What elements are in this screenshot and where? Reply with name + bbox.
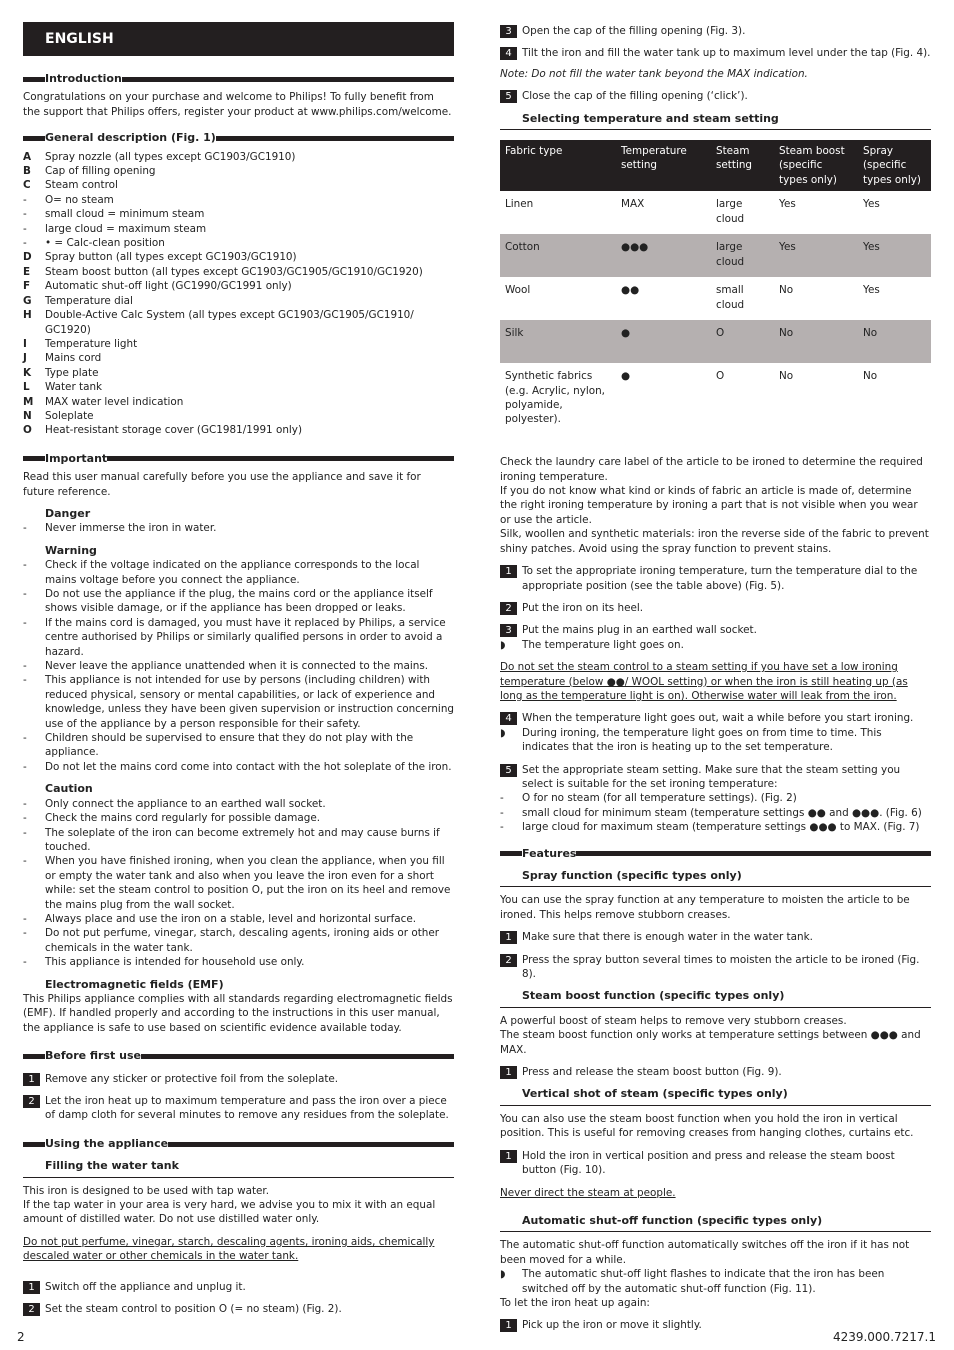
bullet-item: - Never immerse the iron in water. bbox=[23, 522, 217, 535]
boost-heading: Steam boost function (specific types only) bbox=[500, 989, 931, 1007]
table-cell: O bbox=[711, 320, 774, 363]
right-column bbox=[500, 24, 931, 1333]
table-cell: No bbox=[779, 284, 794, 297]
vertical-heading: Vertical shot of steam (specific types only) bbox=[500, 1087, 931, 1105]
steam-option: - O for no steam (for all temperature settings). (Fig. 2) bbox=[500, 792, 797, 805]
description-item: O Heat-resistant storage cover (GC1981/1991 only) bbox=[23, 424, 302, 437]
description-item: L Water tank bbox=[23, 381, 103, 394]
warning-list bbox=[23, 558, 454, 774]
table-cell: ●●● bbox=[616, 234, 711, 277]
description-item: J Mains cord bbox=[23, 352, 102, 365]
table-row bbox=[500, 191, 931, 234]
result: ◗ During ironing, the temperature light goes on from time to time. This indicates that the iron is heating up to the set temperature. bbox=[500, 726, 882, 754]
table-cell: large cloud bbox=[716, 198, 745, 225]
boost-text: A powerful boost of steam helps to remove very stubborn creases. bbox=[500, 1014, 847, 1027]
table-cell: Silk bbox=[500, 320, 616, 363]
filling-text: This iron is designed to be used with tap water. bbox=[23, 1184, 270, 1197]
note: Note: Do not fill the water tank beyond the MAX indication. bbox=[500, 67, 808, 80]
emf-heading: Electromagnetic fields (EMF) bbox=[45, 977, 224, 991]
auto-text: The automatic shut-off function automatically switches off the iron if it has not been moved for a while. bbox=[500, 1239, 910, 1266]
section-features: Features bbox=[500, 847, 931, 861]
left-column bbox=[23, 22, 454, 1316]
table-row bbox=[500, 363, 931, 433]
step: 1 Remove any sticker or protective foil from the soleplate. bbox=[23, 1072, 454, 1086]
step: 5 Close the cap of the filling opening (‘click’). bbox=[500, 89, 931, 103]
bullet-item: - Check the mains cord regularly for possible damage. bbox=[23, 812, 321, 825]
table-cell: Linen bbox=[505, 198, 534, 211]
description-item: D Spray button (all types except GC1903/GC1910) bbox=[23, 251, 297, 264]
steam-options-list bbox=[500, 791, 931, 834]
table-cell: No bbox=[858, 320, 931, 363]
boost-text: The steam boost function only works at temperature settings between ●●● and MAX. bbox=[500, 1029, 921, 1056]
table-header: Spray (specific types only) bbox=[858, 140, 931, 191]
table-cell: Yes bbox=[863, 284, 880, 297]
danger-heading: Danger bbox=[45, 506, 91, 520]
section-introduction: Introduction bbox=[23, 72, 454, 86]
description-item: H Double-Active Calc System (all types except GC1903/GC1905/GC1910/ GC1920) bbox=[23, 309, 414, 336]
temp-warning: Do not set the steam control to a steam setting if you have set a low ironing temperature (below ●●/ WOOL setting) or when the iron is still heating up (as long as the temperature light is on). Otherwise water will leak from the iron. bbox=[500, 661, 908, 702]
table-row bbox=[500, 277, 931, 320]
caution-list bbox=[23, 797, 454, 970]
table-cell: large cloud bbox=[711, 234, 774, 277]
description-item: B Cap of filling opening bbox=[23, 165, 156, 178]
step: 2 Let the iron heat up to maximum temperature and pass the iron over a piece of damp cloth for several minutes to remove any residues from the soleplate. bbox=[23, 1094, 454, 1123]
bullet-item: - Only connect the appliance to an earthed wall socket. bbox=[23, 797, 326, 810]
table-header: Temperature setting bbox=[616, 140, 711, 191]
table-cell: Yes bbox=[863, 198, 880, 211]
step: 1 Switch off the appliance and unplug it. bbox=[23, 1280, 454, 1294]
bullet-item: - This appliance is not intended for use by persons (including children) with reduced physical, sensory or mental capabilities, or lack of experience and knowledge, unless they have been given supervision or instruction concerning use of the appliance by a person responsible for their safety. bbox=[23, 674, 455, 730]
table-cell: Wool bbox=[505, 284, 531, 297]
warning-heading: Warning bbox=[45, 543, 97, 557]
bullet-item: - Children should be supervised to ensure that they do not play with the appliance. bbox=[23, 732, 414, 759]
table-cell: No bbox=[863, 370, 878, 383]
spray-heading: Spray function (specific types only) bbox=[500, 869, 931, 887]
fabric-table bbox=[500, 140, 931, 433]
document-code: 4239.000.7217.1 bbox=[832, 1330, 936, 1344]
step: 1 To set the appropriate ironing temperature, turn the temperature dial to the appropriate position (see the table above) (Fig. 5). bbox=[500, 564, 931, 593]
bullet-item: - When you have finished ironing, when you clean the appliance, when you fill or empty the water tank and also when you leave the iron even for a short while: set the steam control to position O, put the iron on its heel and remove the mains plug from the wall socket. bbox=[23, 855, 451, 911]
danger-list bbox=[23, 521, 454, 535]
bullet-item: - If the mains cord is damaged, you must have it replaced by Philips, a service centre authorised by Philips or similarly qualified persons in order to avoid a hazard. bbox=[23, 616, 446, 658]
general-description-list bbox=[23, 150, 454, 438]
bullet-item: - Always place and use the iron on a stable, level and horizontal surface. bbox=[23, 912, 417, 925]
temp-text: Silk, woollen and synthetic materials: iron the reverse side of the fabric to prevent shiny patches. Avoid using the spray function to prevent stains. bbox=[500, 528, 929, 555]
vertical-warning: Never direct the steam at people. bbox=[500, 1186, 676, 1199]
table-cell: small cloud bbox=[716, 284, 745, 311]
description-item: - small cloud = minimum steam bbox=[23, 208, 205, 221]
step: 4 When the temperature light goes out, wait a while before you start ironing. bbox=[500, 711, 931, 725]
table-header: Steam setting bbox=[711, 140, 774, 191]
temp-text: Check the laundry care label of the article to be ironed to determine the required ironing temperature. bbox=[500, 456, 923, 483]
table-cell: No bbox=[779, 370, 794, 383]
bullet-item: - Do not let the mains cord come into contact with the hot soleplate of the iron. bbox=[23, 760, 452, 773]
step: 3 Open the cap of the filling opening (Fig. 3). bbox=[500, 24, 931, 38]
bullet-item: - Check if the voltage indicated on the appliance corresponds to the local mains voltage before you connect the appliance. bbox=[23, 559, 420, 586]
auto-shutoff-heading: Automatic shut-off function (specific types only) bbox=[500, 1214, 931, 1232]
table-cell: Yes bbox=[858, 234, 931, 277]
language-header: ENGLISH bbox=[23, 22, 454, 56]
table-cell: Cotton bbox=[500, 234, 616, 277]
bullet-item: - This appliance is intended for household use only. bbox=[23, 956, 305, 969]
spray-text: You can use the spray function at any temperature to moisten the article to be ironed. This helps remove stubborn creases. bbox=[500, 894, 910, 921]
step: 2 Put the iron on its heel. bbox=[500, 601, 931, 615]
step: 5 Set the appropriate steam setting. Make sure that the steam setting you select is suitable for the set ironing temperature: bbox=[500, 763, 931, 792]
description-item: - • = Calc-clean position bbox=[23, 237, 165, 250]
table-cell: Yes bbox=[779, 198, 796, 211]
section-using-appliance: Using the appliance bbox=[23, 1137, 454, 1151]
step: 2 Set the steam control to position O (= no steam) (Fig. 2). bbox=[23, 1302, 454, 1316]
table-header: Steam boost (specific types only) bbox=[774, 140, 858, 191]
section-important: Important bbox=[23, 452, 454, 466]
step: 1 Press and release the steam boost button (Fig. 9). bbox=[500, 1065, 931, 1079]
filling-warning: Do not put perfume, vinegar, starch, descaling agents, ironing aids, chemically descaled water or other chemicals in the water tank. bbox=[23, 1235, 435, 1263]
description-item: I Temperature light bbox=[23, 337, 138, 350]
table-row bbox=[500, 234, 931, 277]
bullet-item: - Do not use the appliance if the plug, the mains cord or the appliance itself shows visible damage, or if the appliance has been dropped or leaks. bbox=[23, 588, 433, 615]
table-cell: ● bbox=[616, 320, 711, 363]
important-text: Read this user manual carefully before you use the appliance and save it for future reference. bbox=[23, 471, 421, 498]
description-item: C Steam control bbox=[23, 179, 118, 192]
auto-text: To let the iron heat up again: bbox=[500, 1296, 650, 1309]
result: ◗ The temperature light goes on. bbox=[500, 638, 684, 651]
filling-text: If the tap water in your area is very hard, we advise you to mix it with an equal amount of distilled water. Do not use distilled water only. bbox=[23, 1199, 436, 1226]
emf-text: This Philips appliance complies with all standards regarding electromagnetic fields (EMF). If handled properly and according to the instructions in this user manual, the appliance is safe to use based on scientific evidence available today. bbox=[23, 992, 453, 1034]
description-item: G Temperature dial bbox=[23, 294, 133, 307]
bullet-item: - Do not put perfume, vinegar, starch, descaling agents, ironing aids or other chemicals in the water tank. bbox=[23, 927, 440, 954]
table-cell: ● bbox=[621, 370, 631, 383]
section-general-description: General description (Fig. 1) bbox=[23, 131, 454, 145]
table-cell: Yes bbox=[774, 234, 858, 277]
step: 1 Hold the iron in vertical position and press and release the steam boost button (Fig. 10). bbox=[500, 1149, 931, 1178]
intro-text: Congratulations on your purchase and welcome to Philips! To fully benefit from the support that Philips offers, register your product at www.philips.com/welcome. bbox=[23, 91, 452, 118]
description-item: - large cloud = maximum steam bbox=[23, 222, 207, 235]
table-cell: MAX bbox=[621, 198, 645, 211]
step: 1 Pick up the iron or move it slightly. bbox=[500, 1318, 931, 1332]
table-cell: O bbox=[716, 370, 725, 383]
table-header: Fabric type bbox=[500, 140, 616, 191]
table-cell: ●● bbox=[621, 284, 640, 297]
description-item: F Automatic shut-off light (GC1990/GC1991 only) bbox=[23, 280, 292, 293]
table-cell: No bbox=[774, 320, 858, 363]
page-number: 2 bbox=[17, 1330, 25, 1344]
steam-option: - large cloud for maximum steam (temperature settings ●●● to MAX. (Fig. 7) bbox=[500, 821, 920, 834]
temperature-heading: Selecting temperature and steam setting bbox=[500, 112, 931, 130]
table-cell: Synthetic fabrics (e.g. Acrylic, nylon, polyamide, polyester). bbox=[505, 370, 605, 426]
section-before-first-use: Before first use bbox=[23, 1049, 454, 1063]
caution-heading: Caution bbox=[45, 782, 93, 796]
filling-heading: Filling the water tank bbox=[23, 1159, 454, 1177]
bullet-item: - Never leave the appliance unattended when it is connected to the mains. bbox=[23, 660, 429, 673]
step: 2 Press the spray button several times to moisten the article to be ironed (Fig. 8). bbox=[500, 953, 931, 982]
step: 4 Tilt the iron and fill the water tank up to maximum level under the tap (Fig. 4). bbox=[500, 46, 931, 60]
description-item: A Spray nozzle (all types except GC1903/GC1910) bbox=[23, 150, 296, 163]
steam-option: - small cloud for minimum steam (temperature settings ●● and ●●●. (Fig. 6) bbox=[500, 806, 922, 819]
step: 1 Make sure that there is enough water in the water tank. bbox=[500, 930, 931, 944]
description-item: E Steam boost button (all types except GC1903/GC1905/GC1910/GC1920) bbox=[23, 265, 423, 278]
description-item: M MAX water level indication bbox=[23, 395, 184, 408]
description-item: - O= no steam bbox=[23, 193, 114, 206]
table-row bbox=[500, 320, 931, 363]
description-item: N Soleplate bbox=[23, 409, 94, 422]
step: 3 Put the mains plug in an earthed wall socket. bbox=[500, 623, 931, 637]
result: ◗ The automatic shut-off light flashes to indicate that the iron has been switched off by the automatic shut-off function (Fig. 11). bbox=[500, 1268, 885, 1295]
vertical-text: You can also use the steam boost function when you hold the iron in vertical position. This is useful for removing creases from hanging clothes, curtains etc. bbox=[500, 1112, 914, 1140]
temp-text: If you do not know what kind or kinds of fabric an article is made of, determine the right ironing temperature by ironing a part that is not visible when you wear or use the article. bbox=[500, 485, 918, 526]
bullet-item: - The soleplate of the iron can become extremely hot and may cause burns if touched. bbox=[23, 826, 440, 853]
description-item: K Type plate bbox=[23, 366, 99, 379]
